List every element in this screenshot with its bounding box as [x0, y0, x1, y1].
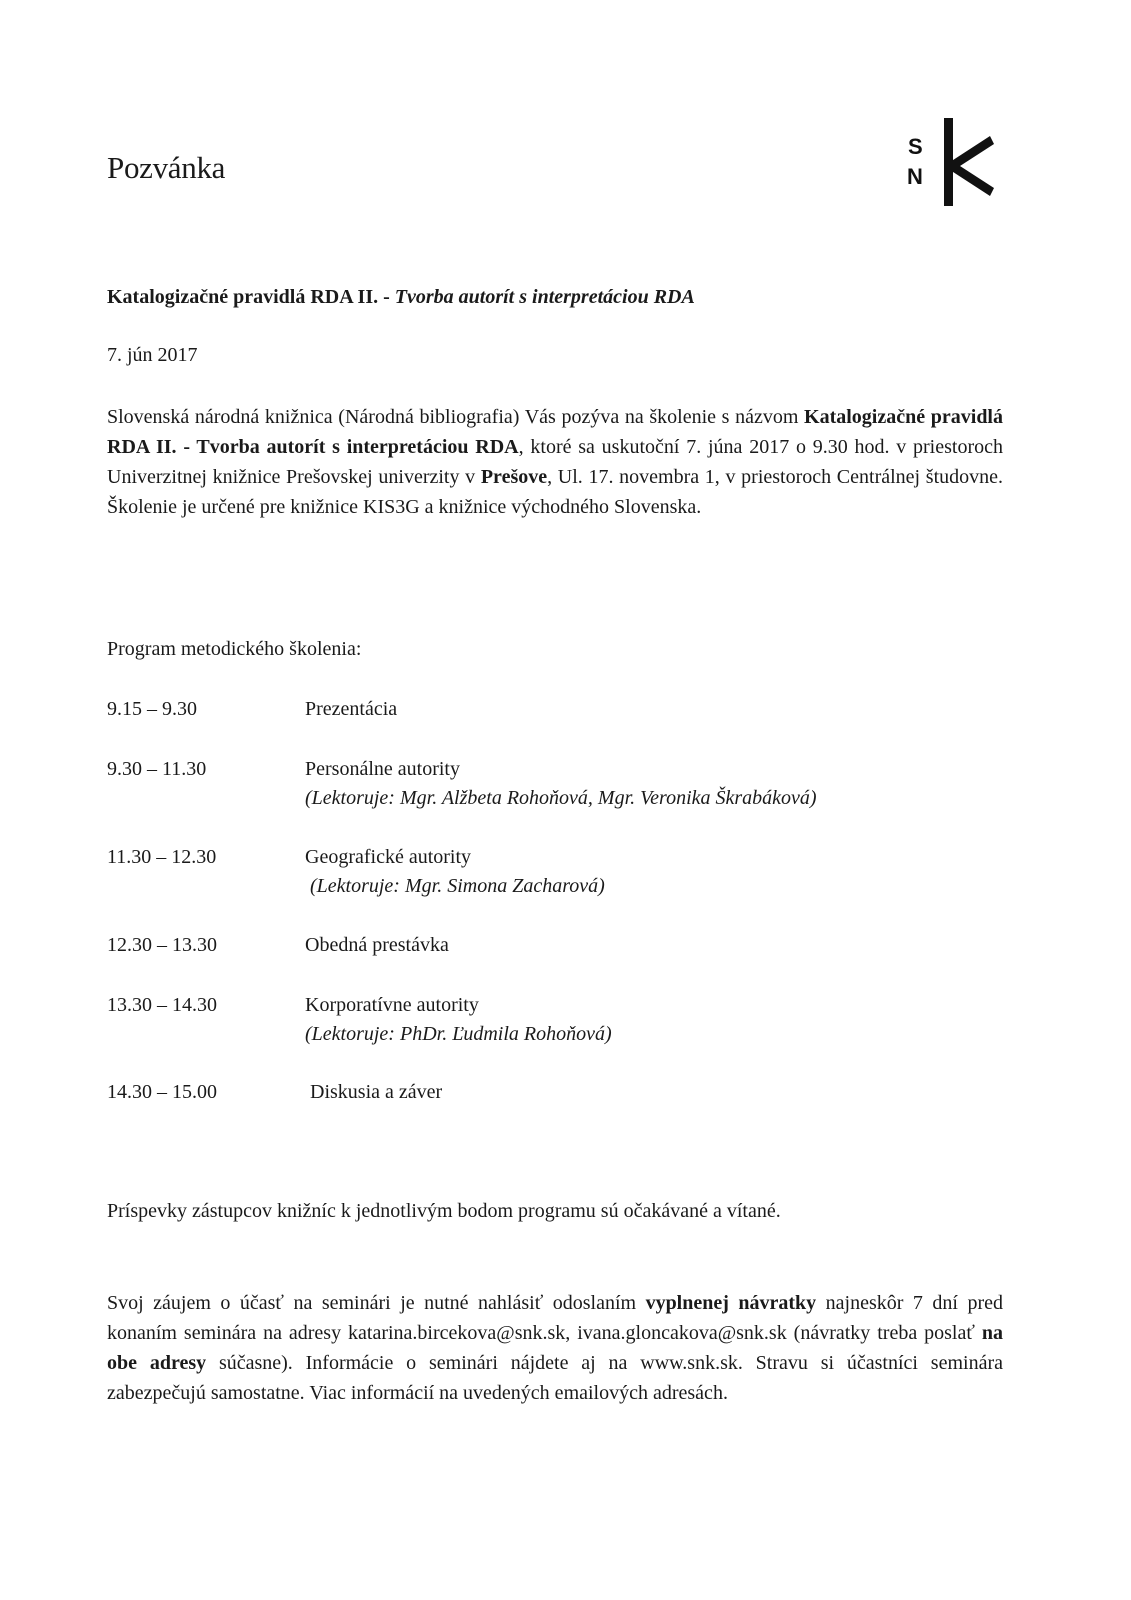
event-subject [107, 286, 695, 309]
snk-logo [904, 116, 1000, 212]
signup-separator: , [565, 1322, 578, 1344]
website-link[interactable]: www.snk.sk [640, 1352, 738, 1374]
signup-text-5: . Stravu si účastníci seminára zabezpečujú samostatne. Viac informácií na uvedených emailových adresách. [107, 1352, 1003, 1404]
event-date: 7. jún 2017 [107, 344, 198, 366]
signup-bold-both: na obe adresy [107, 1322, 1003, 1374]
program-item: Geografické autority [305, 846, 472, 868]
program-time: 13.30 – 14.30 [107, 994, 217, 1016]
signup-text-1: Svoj záujem o účasť na seminári je nutné nahlásiť odoslaním [107, 1292, 646, 1314]
program-item: Obedná prestávka [305, 934, 449, 956]
subject-italic: Tvorba autorít s interpretáciou RDA [394, 286, 695, 308]
intro-bold-title: Katalogizačné pravidlá RDA II. - Tvorba autorít s interpretáciou RDA [107, 406, 1003, 458]
page-title: Pozvánka [107, 150, 226, 185]
svg-text:N: N [907, 164, 923, 189]
svg-text:S: S [908, 134, 923, 159]
program-time: 9.30 – 11.30 [107, 758, 207, 780]
program-lecturer: (Lektoruje: Mgr. Simona Zacharová) [305, 875, 605, 897]
intro-paragraph [107, 402, 1003, 522]
intro-text-2: , ktoré sa uskutoční 7. júna 2017 o 9.30 hod. v priestoroch Univerzitnej knižnice Prešovskej univerzity v [107, 436, 1003, 488]
program-time: 12.30 – 13.30 [107, 934, 217, 956]
program-heading: Program metodického školenia: [107, 638, 362, 660]
program-time: 9.15 – 9.30 [107, 698, 197, 720]
intro-text-3: , Ul. 17. novembra 1, v priestoroch Centrálnej študovne. Školenie je určené pre knižnice KIS3G a knižnice východného Slovenska. [107, 466, 1003, 518]
intro-text-1: Slovenská národná knižnica (Národná bibliografia) Vás pozýva na školenie s názvom [107, 406, 805, 428]
signup-text-2: najneskôr 7 dní pred konaním seminára na adresy [107, 1292, 1003, 1344]
program-item: Prezentácia [305, 698, 398, 720]
signup-paragraph [107, 1288, 1003, 1408]
program-time: 11.30 – 12.30 [107, 846, 217, 868]
signup-text-4: súčasne). Informácie o seminári nájdete aj na [206, 1352, 641, 1374]
subject-bold: Katalogizačné pravidlá RDA II. - [107, 286, 395, 308]
program-lecturer: (Lektoruje: Mgr. Alžbeta Rohoňová, Mgr. Veronika Škrabáková) [305, 787, 817, 809]
intro-bold-city: Prešove [480, 466, 548, 488]
signup-text-3: (návratky treba poslať [786, 1322, 982, 1344]
email-link-1[interactable]: katarina.bircekova@snk.sk [348, 1322, 566, 1344]
email-link-2[interactable]: ivana.gloncakova@snk.sk [577, 1322, 787, 1344]
program-item: Korporatívne autority [305, 994, 479, 1016]
program-lecturer: (Lektoruje: PhDr. Ľudmila Rohoňová) [305, 1023, 612, 1045]
program-item: Personálne autority [305, 758, 460, 780]
snk-logo-icon [904, 116, 1000, 212]
program-time: 14.30 – 15.00 [107, 1081, 217, 1103]
signup-bold-form: vyplnenej návratky [645, 1292, 817, 1314]
contributions-note: Príspevky zástupcov knižníc k jednotlivým bodom programu sú očakávané a vítané. [107, 1200, 781, 1222]
program-item: Diskusia a záver [305, 1081, 443, 1103]
